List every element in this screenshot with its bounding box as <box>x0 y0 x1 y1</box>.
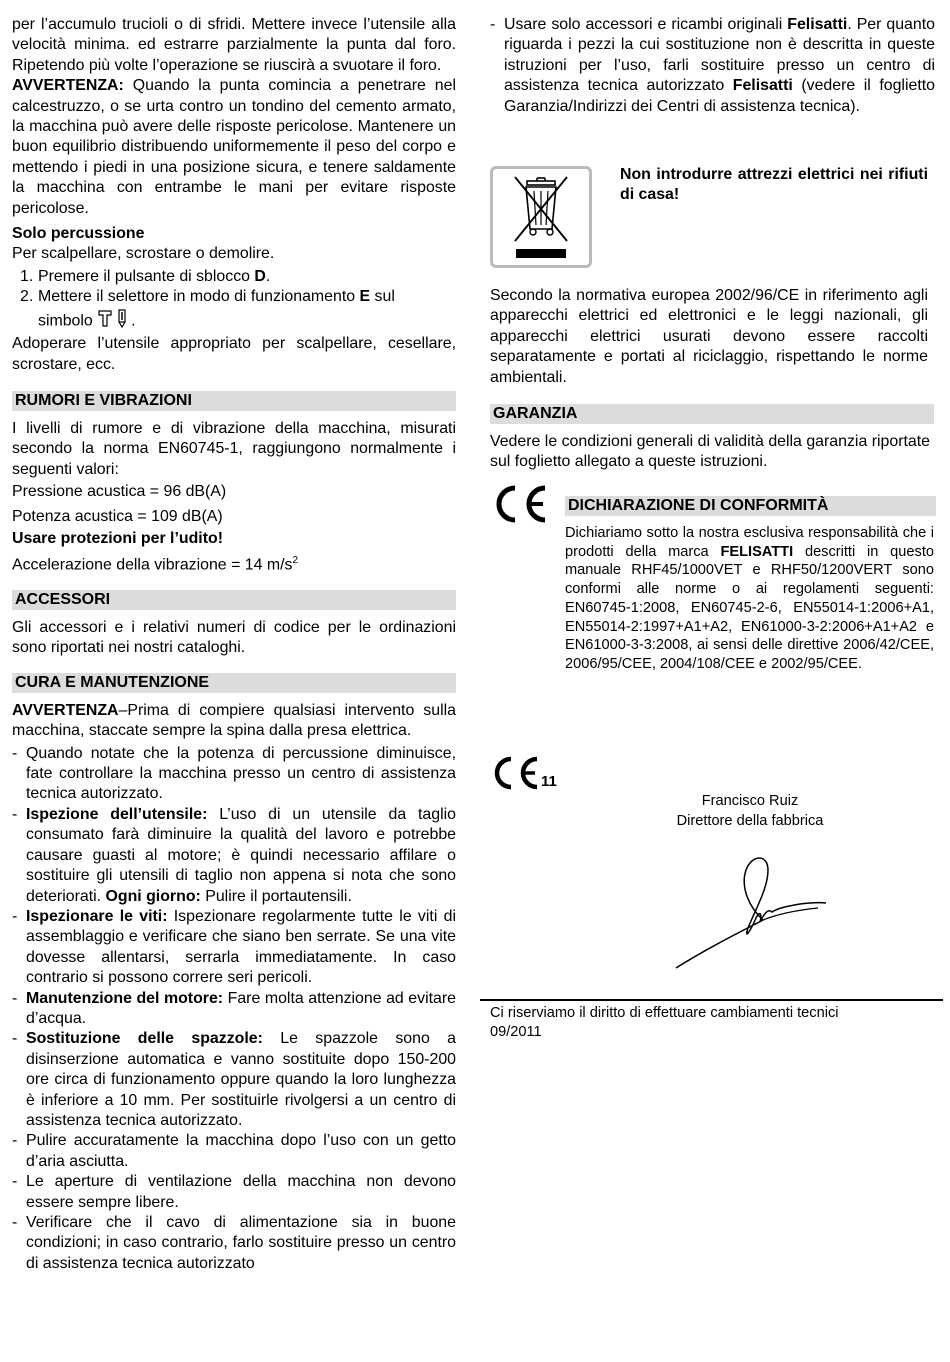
warranty-text: Vedere le condizioni generali di validità della garanzia riportate sul foglietto allegato a queste istruzioni. <box>490 433 930 471</box>
warning-paragraph: AVVERTENZA: Quando la punta comincia a penetrare nel calcestruzzo, o se urta contro un tondino del cemento armato, la macchina può avere delle risposte pericolose. Mantenere un buon equilibrio distribuendo uniformemente il peso del corpo e mettendo i piedi in una posizione sicura, e tenere saldamente la macchina con entrambe le mani per evitare risposte pericolose. <box>12 77 456 217</box>
right-column <box>490 0 935 1040</box>
step-1: 1. Premere il pulsante di sblocco D. <box>20 267 271 285</box>
signer: Francisco Ruiz Direttore della fabbrica <box>676 793 824 829</box>
signature <box>668 848 838 978</box>
sound-pressure: Pressione acustica = 96 dB(A) <box>12 483 227 501</box>
weee-bin-icon <box>490 166 592 268</box>
vibration: Accelerazione della vibrazione = 14 $m/s^2$ <box>12 555 299 574</box>
footer-rule <box>480 999 943 1001</box>
accessories-original-item: - Usare solo accessori e ricambi originali Felisatti. Per quanto riguarda i pezzi la cui sostituzione non è descritta in queste istruzioni per l’uso, farli sostituire presso un centro di assistenza tecnica autorizzato Felisatti (vedere il foglietto Garanzia/Indirizzi dei Centri di assistenza tecnica). <box>490 15 935 117</box>
list-item: - Pulire accuratamente la macchina dopo l’uso con un getto d’aria asciutta. <box>12 1131 456 1172</box>
list-item: - Quando notate che la potenza di percussione diminuisce, fate controllare la macchina presso un centro di assistenza tecnica autorizzato. <box>12 744 456 805</box>
section-noise-title: RUMORI E VIBRAZIONI <box>12 391 456 411</box>
solo-subtitle: Per scalpellare, scrostare o demolire. <box>12 245 275 263</box>
section-warranty-title: GARANZIA <box>490 404 934 424</box>
accessories-text: Gli accessori e i relativi numeri di codice per le ordinazioni sono riportati nei nostri cataloghi. <box>12 619 456 657</box>
list-item: - Verificare che il cavo di alimentazione sia in buone condizioni; in caso contrario, farlo sostituire presso un centro di assistenza tecnica autorizzato <box>12 1213 456 1274</box>
step-2: 2. Mettere il selettore in modo di funzionamento E sul simbolo . <box>12 287 456 334</box>
list-item: - Le aperture di ventilazione della macchina non devono essere sempre libere. <box>12 1172 456 1213</box>
footer: Ci riserviamo il diritto di effettuare cambiamenti tecnici 09/2011 <box>490 1005 839 1040</box>
noise-text: I livelli di rumore e di vibrazione della macchina, misurati secondo la norma EN60745-1, raggiungono normalmente i seguenti valori: <box>12 419 456 478</box>
left-column <box>12 0 456 1274</box>
list-item: - Ispezione dell’utensile: L’uso di un utensile da taglio consumato farà diminuire la qualità del lavoro e potrebbe causare guasti al motore; è quindi necessario affilare o sostituire gli utensili di taglio non appena si nota che sono deteriorati. Ogni giorno: Pulire il portautensili. <box>12 805 456 907</box>
hammer-mode-icon <box>97 308 131 334</box>
intro-paragraph: per l’accumulo trucioli o di sfridi. Mettere invece l’utensile alla velocità minima. ed estrarre parzialmente la punta dal foro. Ripetendo più volte l’operazione se riuscirà a svuotare il foro. <box>12 16 456 74</box>
declaration-text: Dichiariamo sotto la nostra esclusiva responsabilità che i prodotti della marca FELISATTI descritti in questo manuale RHF45/1000VET e RHF50/1200VERT sono conformi alle norme o ai regolamenti seguenti: EN60745-1:2008, EN60745-2-6, EN55014-1:2006+A1, EN55014-2:1997+A1+A2, EN61000-3-2:2006+A1+A2 e EN61000-3-3:2008, ai sensi delle direttive 2006/42/CEE, 2006/95/CEE, 2004/108/CEE e 2002/95/CEE. <box>565 525 934 672</box>
weee-warning: Non introdurre attrezzi elettrici nei rifiuti di casa! <box>620 166 928 204</box>
list-item: - Manutenzione del motore: Fare molta attenzione ad evitare d’acqua. <box>12 989 456 1030</box>
list-item: - Ispezionare le viti: Ispezionare regolarmente tutte le viti di assemblaggio e verificare che siano ben serrate. Se una vite dovesse allentarsi, serrarla immediatamente. In caso contrario si possono correre seri pericoli. <box>12 907 456 989</box>
sound-power: Potenza acustica = 109 dB(A) <box>12 507 223 525</box>
care-warning: AVVERTENZA–Prima di compiere qualsiasi intervento sulla macchina, staccate sempre la spina dalla presa elettrica. <box>12 701 456 740</box>
section-declaration-title: DICHIARAZIONE DI CONFORMITÀ <box>565 496 936 516</box>
weee-text: Secondo la normativa europea 2002/96/CE in riferimento agli apparecchi elettrici ed elettronici e le leggi nazionali, gli apparecchi elettrici usurati devono essere raccolti separatamente e portati al riciclaggio, rispettando le norme ambientali. <box>490 287 928 386</box>
ce-mark-large <box>489 483 549 530</box>
solo-after: Adoperare l’utensile appropriato per scalpellare, cesellare, scrostare, ecc. <box>12 335 456 373</box>
ce-mark-small <box>489 755 557 796</box>
ce-year: 11 <box>541 773 557 790</box>
section-accessories-title: ACCESSORI <box>12 590 456 610</box>
solo-title: Solo percussione <box>12 225 145 243</box>
ear-protection: Usare protezioni per l’udito! <box>12 529 224 547</box>
list-item: - Sostituzione delle spazzole: Le spazzole sono a disinserzione automatica e vanno sostituite dopo 150-200 ore circa di funzionamento oppure quando la loro lunghezza è inferiore a 10 mm. Per sostituirle rivolgersi a un centro di assistenza tecnica autorizzato. <box>12 1029 456 1131</box>
section-care-title: CURA E MANUTENZIONE <box>12 673 456 693</box>
care-list <box>12 744 456 1275</box>
